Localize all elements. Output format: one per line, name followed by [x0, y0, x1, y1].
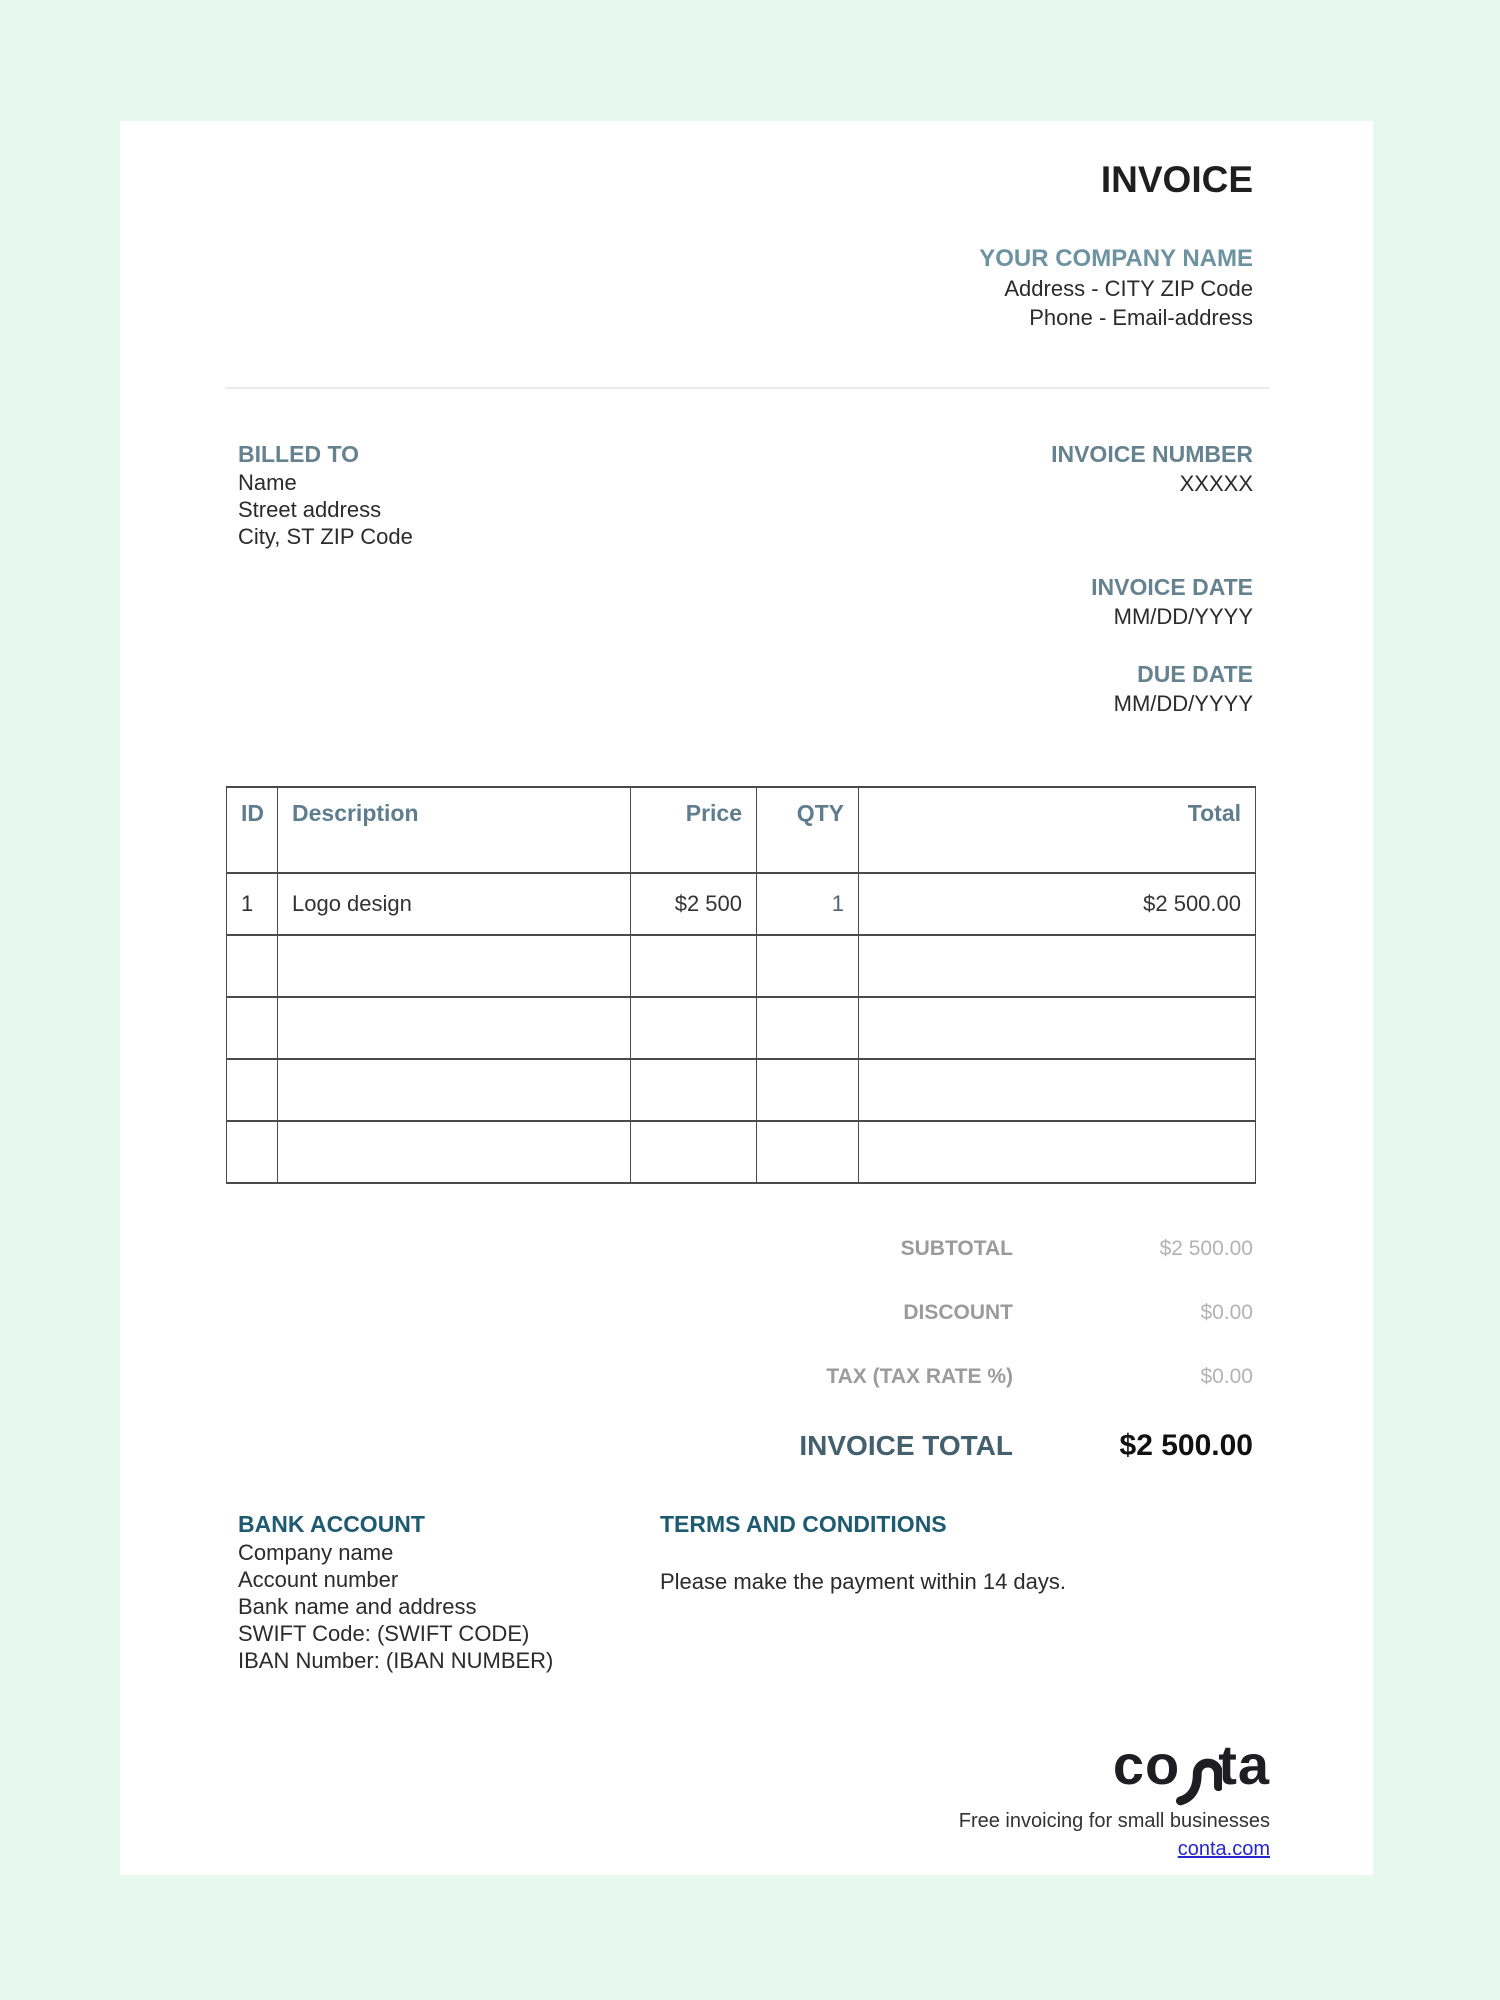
footer-branding — [959, 1734, 1270, 1861]
item-total-cell: $2 500.00 — [859, 873, 1256, 935]
invoice-meta-section — [1051, 439, 1253, 718]
tax-label: TAX (TAX RATE %) — [826, 1365, 1013, 1388]
conta-logo — [959, 1734, 1270, 1808]
conta-link[interactable]: conta.com — [1177, 1838, 1270, 1860]
empty-table-row — [227, 1121, 1256, 1183]
bank-terms-row — [238, 1509, 1253, 1674]
invoice-date-value: MM/DD/YYYY — [1113, 604, 1253, 629]
terms-header: TERMS AND CONDITIONS — [660, 1511, 947, 1537]
tax-value: $0.00 — [1200, 1365, 1253, 1388]
invoice-number-group — [1051, 439, 1253, 498]
billed-name: Name — [238, 470, 297, 495]
terms-body: Please make the payment within 14 days. — [660, 1569, 1067, 1594]
document-title: INVOICE — [1100, 159, 1253, 200]
items-table — [226, 786, 1256, 1184]
subtotal-label: SUBTOTAL — [900, 1237, 1013, 1260]
subtotal-row — [238, 1237, 1253, 1261]
logo-text-left: co — [1112, 1733, 1181, 1796]
subtotal-value: $2 500.00 — [1159, 1237, 1253, 1260]
bank-swift-code: SWIFT Code: (SWIFT CODE) — [238, 1621, 530, 1646]
discount-row — [238, 1301, 1253, 1325]
invoice-total-row — [238, 1429, 1253, 1463]
empty-table-row — [227, 997, 1256, 1059]
item-id-cell: 1 — [227, 873, 278, 935]
item-price-cell: $2 500 — [631, 873, 757, 935]
billed-to-section — [238, 439, 413, 718]
logo-text-right: ta — [1218, 1733, 1270, 1796]
column-header-total: Total — [859, 787, 1256, 873]
invoice-number-label: INVOICE NUMBER — [1051, 441, 1253, 467]
invoice-date-label: INVOICE DATE — [1091, 574, 1253, 600]
company-block — [238, 243, 1253, 332]
column-header-description: Description — [278, 787, 631, 873]
terms-section — [660, 1509, 1066, 1674]
logo-stylized-n-icon — [1176, 1746, 1222, 1808]
bank-account-header: BANK ACCOUNT — [238, 1511, 425, 1537]
table-header-row — [227, 787, 1256, 873]
bank-account-number: Account number — [238, 1567, 399, 1592]
company-address: Address - CITY ZIP Code — [1004, 276, 1253, 301]
table-row — [227, 873, 1256, 935]
discount-label: DISCOUNT — [903, 1301, 1013, 1324]
invoice-date-group — [1051, 572, 1253, 631]
footer-tagline: Free invoicing for small businesses — [958, 1810, 1270, 1832]
discount-value: $0.00 — [1200, 1301, 1253, 1324]
column-header-id: ID — [227, 787, 278, 873]
bank-account-section — [238, 1509, 660, 1674]
due-date-value: MM/DD/YYYY — [1113, 691, 1253, 716]
header-divider — [225, 387, 1270, 389]
invoice-total-label: INVOICE TOTAL — [799, 1430, 1013, 1461]
empty-table-row — [227, 935, 1256, 997]
company-name: YOUR COMPANY NAME — [979, 245, 1253, 272]
billed-city: City, ST ZIP Code — [238, 524, 413, 549]
due-date-group — [1051, 659, 1253, 718]
tax-row — [238, 1365, 1253, 1389]
invoice-number-value: XXXXX — [1179, 471, 1253, 496]
invoice-page — [120, 121, 1373, 1875]
invoice-total-value: $2 500.00 — [1119, 1429, 1253, 1462]
totals-section — [238, 1237, 1253, 1463]
billing-meta-row — [238, 439, 1253, 718]
column-header-qty: QTY — [757, 787, 859, 873]
company-contact: Phone - Email-address — [1029, 305, 1253, 330]
bank-iban-number: IBAN Number: (IBAN NUMBER) — [238, 1648, 554, 1673]
item-qty-cell: 1 — [757, 873, 859, 935]
item-description-cell: Logo design — [278, 873, 631, 935]
empty-table-row — [227, 1059, 1256, 1121]
due-date-label: DUE DATE — [1137, 661, 1253, 687]
bank-company-name: Company name — [238, 1540, 394, 1565]
column-header-price: Price — [631, 787, 757, 873]
bank-name-address: Bank name and address — [238, 1594, 477, 1619]
billed-street: Street address — [238, 497, 382, 522]
billed-to-label: BILLED TO — [238, 441, 359, 467]
